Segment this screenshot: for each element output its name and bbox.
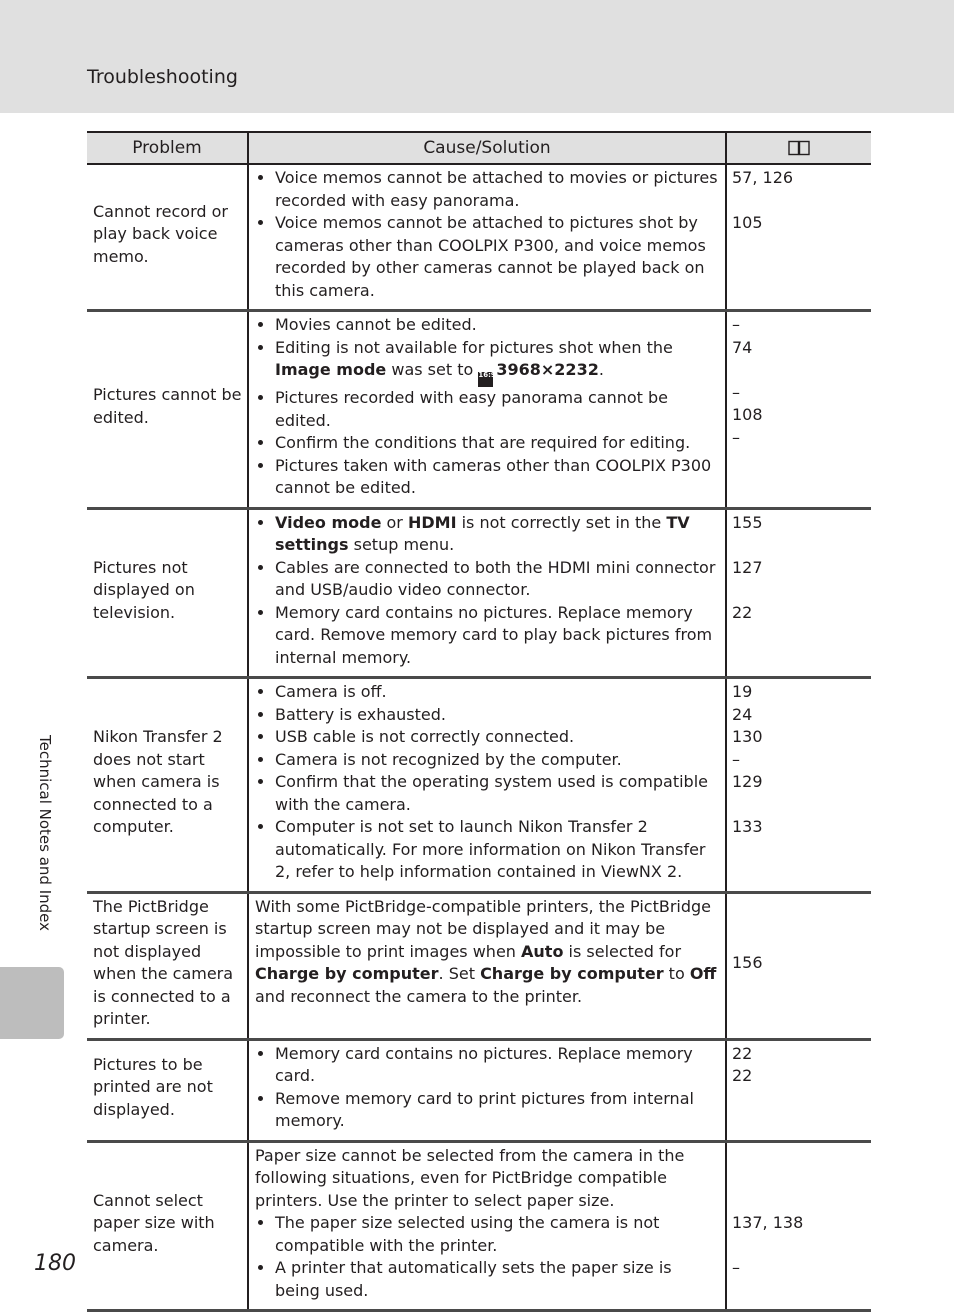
text-run: Paper size cannot be selected from the camera in the following situations, even for PictBridge compatible printers. Use the printer to select paper size. — [255, 1145, 685, 1210]
list-item — [275, 212, 720, 302]
problem-cell: The PictBridge startup screen is not displayed when the camera is connected to a printer. — [87, 892, 248, 1039]
page-reference — [732, 1167, 866, 1190]
page-reference: 127 — [732, 557, 763, 577]
header-band — [0, 0, 954, 113]
list-item — [275, 749, 720, 772]
cause-solution-cell — [248, 892, 726, 1039]
text-run: With some PictBridge-compatible printers, the PictBridge startup screen may not be displayed and it may be impossible to print images when — [255, 896, 712, 961]
bold-term: TV settings — [275, 512, 690, 554]
text-run: Cables are connected to both the HDMI mini connector and USB/audio video connector. — [275, 557, 716, 599]
text-run: USB cable is not correctly connected. — [275, 727, 575, 746]
page-reference-cell — [726, 164, 871, 311]
page-reference: 22 — [732, 602, 753, 622]
section-title: Troubleshooting — [87, 66, 238, 88]
list-item — [275, 557, 720, 602]
list-item — [275, 387, 720, 432]
list-item — [275, 816, 720, 884]
text-run: Remove memory card to print pictures from internal memory. — [275, 1088, 694, 1130]
list-item — [275, 337, 720, 388]
problem-cell: Cannot select paper size with camera. — [87, 1141, 248, 1311]
text-run: and reconnect the camera to the printer. — [255, 986, 583, 1006]
cause-paragraph — [255, 1145, 720, 1213]
list-item — [275, 1257, 720, 1302]
list-item — [275, 167, 720, 212]
page-reference: 108 — [732, 405, 763, 424]
cause-solution-cell — [248, 1141, 726, 1311]
list-item — [275, 432, 720, 455]
problem-cell: Pictures not displayed on television. — [87, 508, 248, 678]
page-reference-cell — [726, 892, 871, 1039]
text-run: Voice memos cannot be attached to pictures shot by cameras other than COOLPIX P300, and voice memos recorded by other cameras cannot be played back on this camera. — [275, 213, 706, 300]
text-run: Memory card contains no pictures. Replace memory card. — [275, 1043, 693, 1085]
text-run: Confirm that the operating system used is compatible with the camera. — [275, 772, 708, 814]
table-row — [87, 1039, 871, 1141]
table-row — [87, 508, 871, 678]
text-run: Pictures recorded with easy panorama cannot be edited. — [275, 388, 668, 430]
table-row — [87, 892, 871, 1039]
book-icon — [788, 140, 810, 156]
bold-term: Image mode — [275, 360, 387, 379]
page-reference: 22 — [732, 1066, 753, 1085]
list-item — [275, 681, 720, 704]
bold-term: Charge by computer — [480, 964, 664, 983]
bold-term: Auto — [521, 941, 564, 961]
cause-solution-cell — [248, 1039, 726, 1141]
page-reference: – — [732, 382, 740, 402]
text-run: Pictures taken with cameras other than COOLPIX P300 cannot be edited. — [275, 455, 712, 497]
text-run: Camera is not recognized by the computer. — [275, 749, 622, 769]
text-run: Computer is not set to launch Nikon Transfer 2 automatically. For more information on Nikon Transfer 2, refer to help information contained in ViewNX 2. — [275, 817, 706, 881]
text-run: The paper size selected using the camera is not compatible with the printer. — [275, 1213, 660, 1255]
page-reference — [732, 1145, 866, 1168]
page-reference: – — [732, 427, 740, 447]
text-run: . Set — [438, 964, 481, 983]
page-reference: 156 — [732, 952, 763, 972]
page-reference: – — [732, 315, 740, 334]
page-reference-cell — [726, 508, 871, 678]
bold-term: Off — [689, 964, 717, 983]
cause-list — [255, 1043, 720, 1133]
page-reference — [732, 190, 866, 213]
page-reference: 24 — [732, 704, 753, 724]
text-run: . — [598, 360, 604, 379]
text-run: is not correctly set in the — [456, 512, 667, 532]
page-reference: – — [732, 1258, 740, 1277]
page-reference — [732, 534, 866, 557]
troubleshooting-table — [87, 131, 871, 1312]
problem-cell: Pictures cannot be edited. — [87, 311, 248, 509]
page-reference: 19 — [732, 682, 753, 701]
page-reference-cell — [726, 1141, 871, 1311]
page-reference: 155 — [732, 512, 763, 532]
list-item — [275, 314, 720, 337]
bold-term: Charge by computer — [255, 964, 439, 983]
page-reference-cell — [726, 311, 871, 509]
list-item — [275, 1212, 720, 1257]
list-item — [275, 704, 720, 727]
page-reference-cell — [726, 678, 871, 893]
chapter-tab — [0, 967, 64, 1039]
list-item — [275, 726, 720, 749]
cause-solution-cell — [248, 164, 726, 311]
cause-list — [255, 681, 720, 884]
page-reference: 105 — [732, 213, 763, 232]
problem-cell: Nikon Transfer 2 does not start when camera is connected to a computer. — [87, 678, 248, 893]
page-reference — [732, 359, 866, 382]
text-run: A printer that automatically sets the paper size is being used. — [275, 1258, 672, 1300]
page-reference: 137, 138 — [732, 1213, 804, 1232]
page-reference: 133 — [732, 817, 763, 836]
sidebar-chapter-label: Technical Notes and Index — [36, 735, 54, 932]
page-reference: – — [732, 749, 740, 769]
table-header-row — [87, 132, 871, 164]
table-row — [87, 311, 871, 509]
text-run: Voice memos cannot be attached to movies or pictures recorded with easy panorama. — [275, 168, 718, 210]
cause-list — [255, 314, 720, 500]
list-item — [275, 1088, 720, 1133]
text-run: Editing is not available for pictures shot when the — [275, 337, 673, 357]
table-row — [87, 1141, 871, 1311]
page-reference — [732, 1190, 866, 1213]
problem-cell: Pictures to be printed are not displayed. — [87, 1039, 248, 1141]
text-run: setup menu. — [348, 535, 455, 554]
text-run: Battery is exhausted. — [275, 704, 446, 724]
cause-solution-cell — [248, 311, 726, 509]
text-run: Confirm the conditions that are required for editing. — [275, 433, 691, 452]
bold-term: Video mode — [275, 512, 382, 532]
problem-cell: Cannot record or play back voice memo. — [87, 164, 248, 311]
page-reference — [732, 794, 866, 817]
table-row — [87, 164, 871, 311]
bold-term: 3968×2232 — [496, 360, 599, 379]
text-run: Memory card contains no pictures. Replace memory card. Remove memory card to play back pictures from internal memory. — [275, 602, 713, 667]
text-run: or — [381, 512, 408, 532]
text-run: Movies cannot be edited. — [275, 315, 477, 334]
page-reference — [732, 579, 866, 602]
list-item — [275, 1043, 720, 1088]
text-run: was set to — [386, 360, 479, 379]
header-cause-solution: Cause/Solution — [248, 132, 726, 164]
page-reference-cell — [726, 1039, 871, 1141]
cause-solution-cell — [248, 508, 726, 678]
page-reference: 57, 126 — [732, 168, 794, 187]
cause-paragraph — [255, 896, 720, 1009]
page-reference: 130 — [732, 727, 763, 746]
text-run: is selected for — [563, 941, 682, 961]
text-run: Camera is off. — [275, 682, 387, 701]
page-reference: 129 — [732, 772, 763, 791]
header-problem: Problem — [87, 132, 248, 164]
list-item — [275, 512, 720, 557]
table-row — [87, 678, 871, 893]
page-reference: 22 — [732, 1043, 753, 1063]
cause-solution-cell — [248, 678, 726, 893]
bold-term: HDMI — [407, 512, 457, 532]
cause-list — [255, 512, 720, 670]
text-run: to — [663, 964, 690, 983]
header-reference — [726, 132, 871, 164]
list-item — [275, 455, 720, 500]
cause-list — [255, 1212, 720, 1302]
cause-list — [255, 167, 720, 302]
page-number: 180 — [34, 1251, 76, 1276]
list-item — [275, 771, 720, 816]
image-mode-16x9-icon: 16:9 — [478, 372, 493, 387]
page-reference — [732, 1235, 866, 1258]
list-item — [275, 602, 720, 670]
page-reference: 74 — [732, 337, 753, 357]
